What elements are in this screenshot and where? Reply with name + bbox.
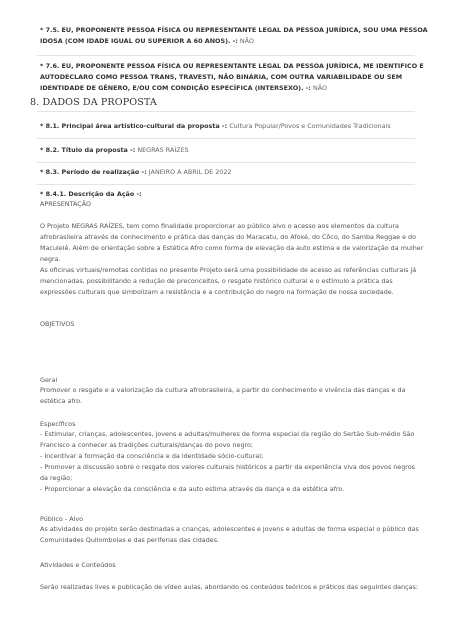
list-item: - Promover a discussão sobre o resgate dos valores culturais históricos a partir da experiência viva dos povos negros (40, 463, 415, 471)
heading-objetivos: OBJETIVOS (40, 320, 75, 328)
list-item: - Proporcionar a elevação da consciência e da auto estima através da dança e da estética afro. (40, 485, 345, 493)
question-7-6-line-3: IDENTIDADE DE GÊNERO, E/OU COM CONDIÇÃO ESPECÍFICA (INTERSEXO). -: (40, 84, 311, 92)
question-7-6-line-2: AUTODECLARO COMO PESSOA TRANS, TRAVESTI, NÃO BINÁRIA, COM OUTRA VARIABILIDADE OU SEM (40, 73, 403, 81)
question-8-1 (40, 121, 420, 132)
question-7-6 (40, 61, 424, 94)
divider (37, 138, 415, 139)
question-8-2-label: * 8.2. Título da proposta -: (40, 146, 136, 154)
question-8-2 (40, 145, 420, 156)
heading-apresentacao: APRESENTAÇÃO (40, 200, 91, 208)
question-8-3 (40, 167, 420, 178)
question-8-4-1 (40, 189, 420, 200)
text-line: negra. (40, 255, 61, 263)
divider (37, 111, 415, 112)
question-8-2-answer: NEGRAS RAÍZES (137, 146, 189, 154)
divider (37, 184, 415, 185)
text-line: As oficinas virtuais/remotas contidas no presente Projeto será uma possibilidade de acesso as referências culturais já (40, 266, 417, 274)
paragraph-publico-alvo (40, 524, 420, 546)
question-7-5-answer: NÃO (239, 37, 254, 45)
question-7-5 (40, 25, 428, 47)
text-line: estética afro. (40, 397, 82, 405)
question-7-6-answer: NÃO (312, 84, 328, 92)
section-title: 8. DADOS DA PROPOSTA (30, 97, 157, 108)
question-7-6-line-1: * 7.6. EU, PROPONENTE PESSOA FÍSICA OU REPRESENTANTE LEGAL DA PESSOA JURÍDICA, ME IDENTIFICO E (40, 62, 424, 70)
list-item: Francisco a conhecer as tradições culturais/danças do povo negro; (40, 441, 254, 449)
paragraph-presentation-2 (40, 265, 420, 298)
question-7-5-line-1: * 7.5. EU, PROPONENTE PESSOA FÍSICA OU REPRESENTANTE LEGAL DA PESSOA JURÍDICA, SOU UMA PESSOA (40, 26, 428, 34)
heading-publico-alvo: Público - Alvo (40, 515, 84, 523)
question-7-5-line-2: IDOSA (COM IDADE IGUAL OU SUPERIOR A 60 ANOS). -: (40, 37, 238, 45)
question-8-4-1-label: * 8.4.1. Descrição da Ação -: (40, 190, 142, 198)
question-8-3-label: * 8.3. Período de realização -: (40, 168, 147, 176)
text-line: As atividades do projeto serão destinadas a crianças, adolescentes e jovens e adultas de forma especial o público das (40, 525, 419, 533)
list-item: - Estimular, crianças, adolescentes, jovens e adultas/mulheres de forma especial da região do Sertão Sub-médio São (40, 430, 415, 438)
heading-especificos: Específicos (40, 420, 76, 428)
text-line: afrobrasileira através de conhecimento e prática das danças do Maracatu, do Afoxé, do Côco, do Samba Reggae e do (40, 233, 417, 241)
paragraph-atividades (40, 582, 420, 593)
list-especificos (40, 429, 420, 495)
paragraph-geral (40, 385, 420, 407)
question-8-1-answer: Cultura Popular/Povos e Comunidades Tradicionais (229, 122, 391, 130)
text-line: O Projeto NEGRAS RAÍZES, tem como finalidade proporcionar ao público alvo o acesso aos elementos da cultura (40, 222, 399, 230)
text-line: expressões culturais que simbolizam a resistência e a contribuição do negro na formação de nossa sociedade. (40, 288, 394, 296)
divider (37, 55, 415, 56)
heading-geral: Geral (40, 376, 58, 384)
text-line: Comunidades Quilombolas e das periferias das cidades. (40, 536, 220, 544)
question-8-1-label: * 8.1. Principal área artístico-cultural da proposta -: (40, 122, 228, 130)
heading-atividades: Atividades e Conteúdos (40, 561, 116, 569)
question-8-3-answer: JANEIRO A ABRIL DE 2022 (148, 168, 232, 176)
list-item: - Incentivar a formação da consciência e da identidade sócio-cultural; (40, 452, 264, 460)
text-line: Maculelê. Além de orientação sobre a Estética Afro como forma de elevação da auto estima e de valorização da mulher (40, 244, 424, 252)
list-item: da região; (40, 474, 73, 482)
divider (37, 162, 415, 163)
text-line: Promover o resgate e a valorização da cultura afrobrasileira, a partir do conhecimento e vivência das danças e da (40, 386, 406, 394)
text-line: Serão realizadas lives e publicação de vídeo aulas, abordando os conteúdos teóricos e práticos das seguintes danças: (40, 583, 419, 591)
paragraph-presentation-1 (40, 221, 424, 265)
text-line: mencionadas, possibilitando a redução de preconceitos, o resgate histórico cultural e o estímulo a prática das (40, 277, 393, 285)
